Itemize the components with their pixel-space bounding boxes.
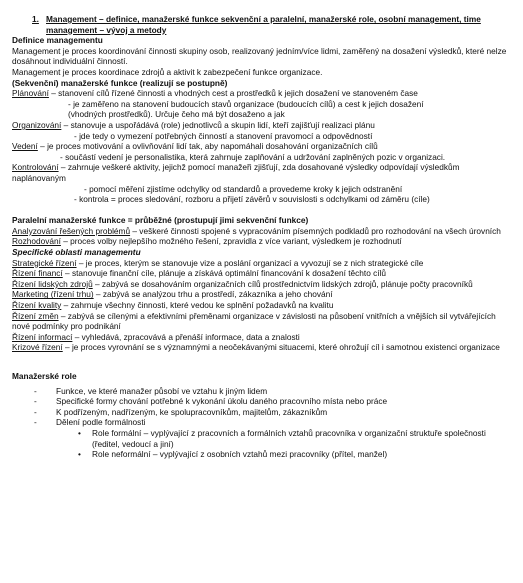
specificke-term: Řízení informací <box>12 331 73 342</box>
specificke-term: Řízení kvality <box>12 300 62 311</box>
document-title <box>32 14 515 35</box>
specificke-term: Strategické řízení <box>12 257 77 268</box>
role-bullet <box>12 407 515 418</box>
planovani-line <box>12 88 515 99</box>
rozhodovani-line <box>12 236 515 247</box>
specificke-term: Řízení změn <box>12 310 59 321</box>
specificke-text: – je proces vyrovnání se s významnými a neočekávanými situacemi, které ohrožují cíl i samotnou existenci organizace <box>62 342 500 353</box>
specificke-text: – zabývá se analýzou trhu a prostředí, zákazníka a jeho chování <box>93 289 333 300</box>
vedeni-term: Vedení <box>12 141 38 152</box>
organizovani-line <box>12 120 515 131</box>
specificke-item <box>12 279 515 290</box>
organizovani-detail-1: - jde tedy o vymezení potřebných činností a stanovení pravomocí a odpovědností <box>74 130 373 141</box>
organizovani-text: – stanovuje a uspořádává (role) jednotlivců a skupin lidí, kteří zajišťují realizaci plánu <box>61 119 375 130</box>
specificke-item <box>12 332 515 343</box>
role-bullet-text: Funkce, ve které manažer působí ve vztahu k jiným lidem <box>56 385 268 396</box>
kontrolovani-detail-2: - kontrola = proces sledování, rozboru a přijetí závěrů v souvislosti s odchylkami od záměru (cíle) <box>74 194 430 205</box>
specificke-text: – zabývá se cílenými a efektivními přeměnami organizace v závislosti na působení vnitřních a vnějších sil vytvářejících nové podmínky pro podnikání <box>12 310 496 332</box>
role-bullet <box>12 417 515 428</box>
spacer <box>12 353 515 371</box>
vedeni-line <box>12 141 515 152</box>
kontrolovani-term: Kontrolování <box>12 162 59 173</box>
rozhodovani-text: – proces volby nejlepšího možného řešení, zpravidla z více variant, výsledkem je rozhodnutí <box>60 236 402 247</box>
planovani-detail-1: - je zaměřeno na stanovení budoucích stavů organizace (budoucích cílů) a cest k jejich dosažení <box>68 98 424 109</box>
specificke-text: – stanovuje finanční cíle, plánuje a získává optimální financování k dosažení těchto cílů <box>62 268 387 279</box>
specificke-term: Krizové řízení <box>12 342 63 353</box>
specificke-term: Řízení financí <box>12 268 63 279</box>
sekvencni-heading: (Sekvenční) manažerské funkce (realizují se postupně) <box>12 77 228 88</box>
role-subbullet-text: Role neformální – vyplývající z osobních vztahů mezi pracovníky (přítel, manžel) <box>92 449 388 460</box>
role-heading: Manažerské role <box>12 371 77 381</box>
kontrolovani-detail-1: - pomocí měření zjistíme odchylky od standardů a provedeme kroky k jejich odstranění <box>84 183 403 194</box>
specificke-term: Řízení lidských zdrojů <box>12 278 93 289</box>
title-number: 1. <box>32 14 39 24</box>
definice-paragraph-2: Management je proces koordinace zdrojů a aktivit k zabezpečení funkce organizace. <box>12 66 323 77</box>
specificke-item <box>12 258 515 269</box>
vedeni-text: – je proces motivování a ovlivňování lidí tak, aby napomáhali dosahování organizačních cílů <box>37 141 378 152</box>
specificke-term: Marketing (řízení trhu) <box>12 289 94 300</box>
specificke-item <box>12 289 515 300</box>
analyzovani-term: Analyzování řešených problémů <box>12 225 131 236</box>
spacer <box>12 205 515 216</box>
specificke-item <box>12 311 515 332</box>
bullet-dash: - <box>34 417 37 428</box>
kontrolovani-line <box>12 162 515 183</box>
role-bullet-text: Dělení podle formálnosti <box>56 417 146 428</box>
rozhodovani-term: Rozhodování <box>12 236 61 247</box>
bullet-dot: • <box>78 449 81 460</box>
definice-paragraph-1: Management je proces koordinování činnosti skupiny osob, realizovaný jedním/více lidmi, zaměřený na dosažení výsledků, které nelze dosáhnout individuální činností. <box>12 45 507 67</box>
role-subbullet <box>12 449 515 460</box>
bullet-dash: - <box>34 396 37 407</box>
analyzovani-line <box>12 226 515 237</box>
specificke-text: – vyhledává, zpracovává a přenáší informace, data a znalosti <box>72 331 300 342</box>
bullet-dash: - <box>34 385 37 396</box>
organizovani-term: Organizování <box>12 119 62 130</box>
role-bullet <box>12 386 515 397</box>
bullet-dot: • <box>78 427 81 438</box>
role-bullet <box>12 396 515 407</box>
role-subbullet-text: Role formální – vyplývající z pracovních a formálních vztahů pracovníka v organizační struktuře společnosti (ředitel, vedoucí a jiní) <box>92 427 486 449</box>
specificke-item <box>12 268 515 279</box>
definice-heading: Definice managementu <box>12 35 103 46</box>
role-bullet-text: K podřízeným, nadřízeným, ke spolupracovníkům, majitelům, zákazníkům <box>56 406 328 417</box>
planovani-detail-2: (vhodných prostředků). Určuje čeho má být dosaženo a jak <box>68 109 285 120</box>
planovani-text: – stanovení cílů řízené činnosti a vhodných cest a prostředků k jejich dosažení ve stanoveném čase <box>48 88 418 99</box>
paralelni-heading: Paralelní manažerské funkce = průběžné (prostupují jimi sekvenční funkce) <box>12 215 309 226</box>
specificke-item <box>12 300 515 311</box>
specificke-text: – je proces, kterým se stanovuje vize a poslání organizací a vyvozují se z nich strategické cíle <box>76 257 424 268</box>
specificke-text: – zahrnuje všechny činnosti, které vedou ke splnění požadavků na kvalitu <box>61 300 334 311</box>
specificke-text: – zabývá se dosahováním organizačních cílů prostřednictvím lidských zdrojů, plánuje počty pracovníků <box>92 278 473 289</box>
vedeni-detail-1: - součástí vedení je personalistika, která zahrnuje zaplňování a udržování zaplněných pozic v organizaci. <box>60 151 446 162</box>
role-bullet-text: Specifické formy chování potřebné k vykonání úkolu daného pracovního místa nebo práce <box>56 396 388 407</box>
specificke-heading: Specifické oblasti managementu <box>12 247 141 258</box>
title-text: Management – definice, manažerské funkce sekvenční a paralelní, manažerské role, osobní management, time management – vývoj a metody <box>46 14 481 35</box>
kontrolovani-text: – zahrnuje veškeré aktivity, jejichž pomocí manažeři zjišťují, zda dosahované výsledky odpovídají výsledkům naplánovaným <box>12 162 460 183</box>
analyzovani-text: – veškeré činnosti spojené s vypracováním písemných podkladů pro rozhodování na všech úrovních <box>130 225 501 236</box>
role-subbullet <box>12 428 515 449</box>
planovani-term: Plánování <box>12 88 49 99</box>
specificke-item <box>12 342 515 353</box>
bullet-dash: - <box>34 406 37 417</box>
